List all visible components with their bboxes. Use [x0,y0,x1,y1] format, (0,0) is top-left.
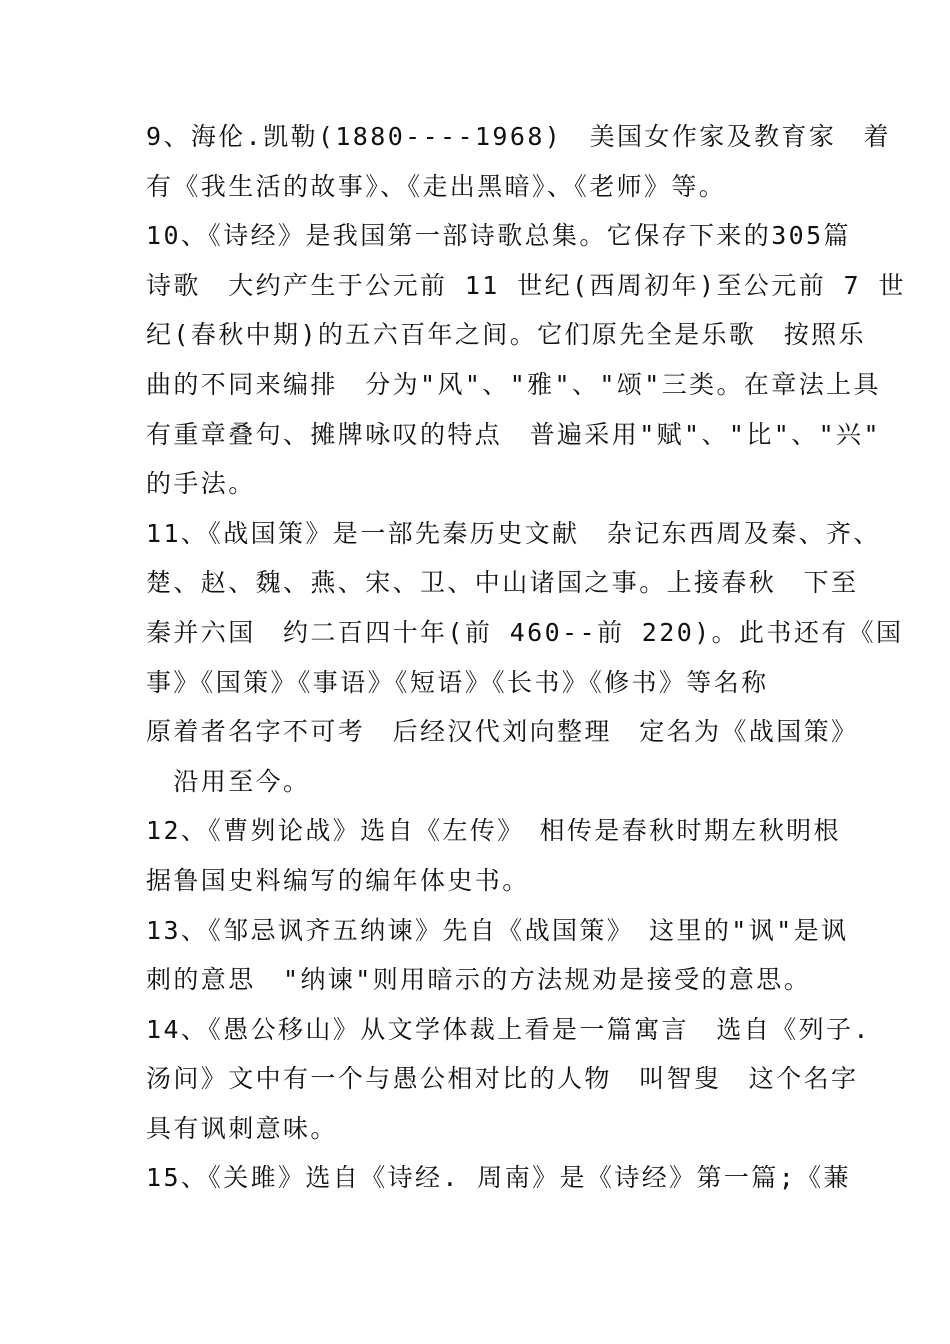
text-line-4: 诗歌 大约产生于公元前 11 世纪(西周初年)至公元前 7 世 [146,270,906,300]
text-line-20: 汤问》文中有一个与愚公相对比的人物 叫智叟 这个名字 [146,1064,859,1094]
text-line-17: 13、《邹忌讽齐五纳谏》先自《战国策》 这里的"讽"是讽 [146,915,849,945]
text-line-6: 曲的不同来编排 分为"风"、"雅"、"颂"三类。在章法上具 [146,369,881,399]
text-line-21: 具有讽刺意味。 [146,1113,338,1143]
text-line-10: 楚、赵、魏、燕、宋、卫、中山诸国之事。上接春秋 下至 [146,568,859,598]
text-line-13: 原着者名字不可考 后经汉代刘向整理 定名为《战国策》 [146,717,859,747]
text-line-12: 事》《国策》《事语》《短语》《长书》《修书》等名称 [146,667,769,697]
text-line-18: 刺的意思 "纳谏"则用暗示的方法规劝是接受的意思。 [146,965,812,995]
text-line-15: 12、《曹刿论战》选自《左传》 相传是春秋时期左秋明根 [146,816,841,846]
text-line-5: 纪(春秋中期)的五六百年之间。它们原先全是乐歌 按照乐 [146,320,866,350]
text-line-2: 有《我生活的故事》、《走出黑暗》、《老师》等。 [146,171,727,201]
text-line-7: 有重章叠句、摊牌咏叹的特点 普遍采用"赋"、"比"、"兴" [146,419,881,449]
text-line-3: 10、《诗经》是我国第一部诗歌总集。它保存下来的305篇 [146,221,851,251]
text-line-14: 沿用至今。 [146,766,311,796]
text-line-8: 的手法。 [146,469,256,499]
text-line-1: 9、海伦.凯勒(1880----1968) 美国女作家及教育家 着 [146,122,892,151]
text-line-16: 据鲁国史料编写的编年体史书。 [146,865,530,895]
text-line-19: 14、《愚公移山》从文学体裁上看是一篇寓言 选自《列子. [146,1014,871,1044]
text-line-11: 秦并六国 约二百四十年(前 460--前 220)。此书还有《国 [146,617,904,647]
text-line-22: 15、《关雎》选自《诗经. 周南》是《诗经》第一篇;《蒹 [146,1163,851,1193]
text-line-9: 11、《战国策》是一部先秦历史文献 杂记东西周及秦、齐、 [146,518,881,548]
document-body [146,112,906,1203]
